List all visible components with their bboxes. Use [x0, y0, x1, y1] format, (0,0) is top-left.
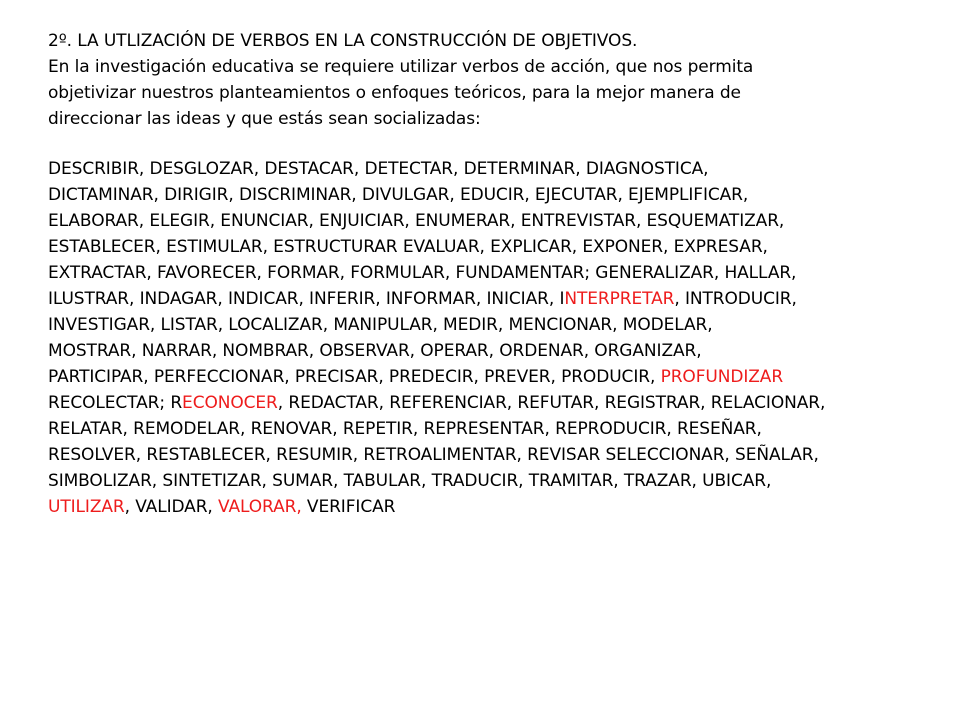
highlighted-verb: ECONOCER [182, 393, 278, 413]
verb-text: ELABORAR, ELEGIR, ENUNCIAR, ENJUICIAR, ENUMERAR, ENTREVISTAR, ESQUEMATIZAR, [48, 211, 785, 231]
verb-text: , REDACTAR, REFERENCIAR, REFUTAR, REGISTRAR, RELACIONAR, [277, 393, 826, 413]
verb-text: , INTRODUCIR, [674, 289, 797, 309]
verb-text: RESOLVER, RESTABLECER, RESUMIR, RETROALIMENTAR, REVISAR SELECCIONAR, SEÑALAR, [48, 445, 819, 465]
verb-line [48, 260, 938, 286]
verb-text: DESCRIBIR, DESGLOZAR, DESTACAR, DETECTAR, DETERMINAR, DIAGNOSTICA, [48, 159, 709, 179]
verb-line [48, 156, 938, 182]
section-heading: 2º. LA UTLIZACIÓN DE VERBOS EN LA CONSTRUCCIÓN DE OBJETIVOS. [48, 31, 638, 51]
verb-text: , VALIDAR, [124, 497, 219, 517]
verb-line [48, 442, 938, 468]
verb-list [48, 156, 938, 520]
verb-line [48, 416, 938, 442]
verb-text: RECOLECTAR; R [48, 393, 183, 413]
verb-text: EXTRACTAR, FAVORECER, FORMAR, FORMULAR, FUNDAMENTAR; GENERALIZAR, HALLAR, [48, 263, 797, 283]
verb-line [48, 338, 938, 364]
verb-line [48, 468, 938, 494]
highlighted-verb: NTERPRETAR [564, 289, 675, 309]
paragraph-gap [48, 132, 938, 156]
verb-line [48, 234, 938, 260]
verb-text: VERIFICAR [301, 497, 396, 517]
highlighted-verb: VALORAR, [218, 497, 302, 517]
highlighted-verb: PROFUNDIZAR [660, 367, 784, 387]
verb-line [48, 286, 938, 312]
verb-line [48, 494, 938, 520]
verb-text: DICTAMINAR, DIRIGIR, DISCRIMINAR, DIVULGAR, EDUCIR, EJECUTAR, EJEMPLIFICAR, [48, 185, 749, 205]
verb-line [48, 312, 938, 338]
verb-text: ILUSTRAR, INDAGAR, INDICAR, INFERIR, INFORMAR, INICIAR, I [48, 289, 565, 309]
verb-text: ESTABLECER, ESTIMULAR, ESTRUCTURAR EVALUAR, EXPLICAR, EXPONER, EXPRESAR, [48, 237, 768, 257]
verb-text: INVESTIGAR, LISTAR, LOCALIZAR, MANIPULAR, MEDIR, MENCIONAR, MODELAR, [48, 315, 713, 335]
verb-line [48, 208, 938, 234]
intro-line: En la investigación educativa se requiere utilizar verbos de acción, que nos permita [48, 57, 754, 77]
verb-line [48, 364, 938, 390]
slide-body [48, 28, 938, 520]
verb-text: PARTICIPAR, PERFECCIONAR, PRECISAR, PREDECIR, PREVER, PRODUCIR, [48, 367, 661, 387]
verb-line [48, 390, 938, 416]
verb-text: MOSTRAR, NARRAR, NOMBRAR, OBSERVAR, OPERAR, ORDENAR, ORGANIZAR, [48, 341, 702, 361]
verb-line [48, 182, 938, 208]
intro-line: direccionar las ideas y que estás sean socializadas: [48, 109, 481, 129]
highlighted-verb: UTILIZAR [48, 497, 125, 517]
verb-text: RELATAR, REMODELAR, RENOVAR, REPETIR, REPRESENTAR, REPRODUCIR, RESEÑAR, [48, 419, 762, 439]
intro-line: objetivizar nuestros planteamientos o enfoques teóricos, para la mejor manera de [48, 83, 741, 103]
verb-text: SIMBOLIZAR, SINTETIZAR, SUMAR, TABULAR, TRADUCIR, TRAMITAR, TRAZAR, UBICAR, [48, 471, 772, 491]
